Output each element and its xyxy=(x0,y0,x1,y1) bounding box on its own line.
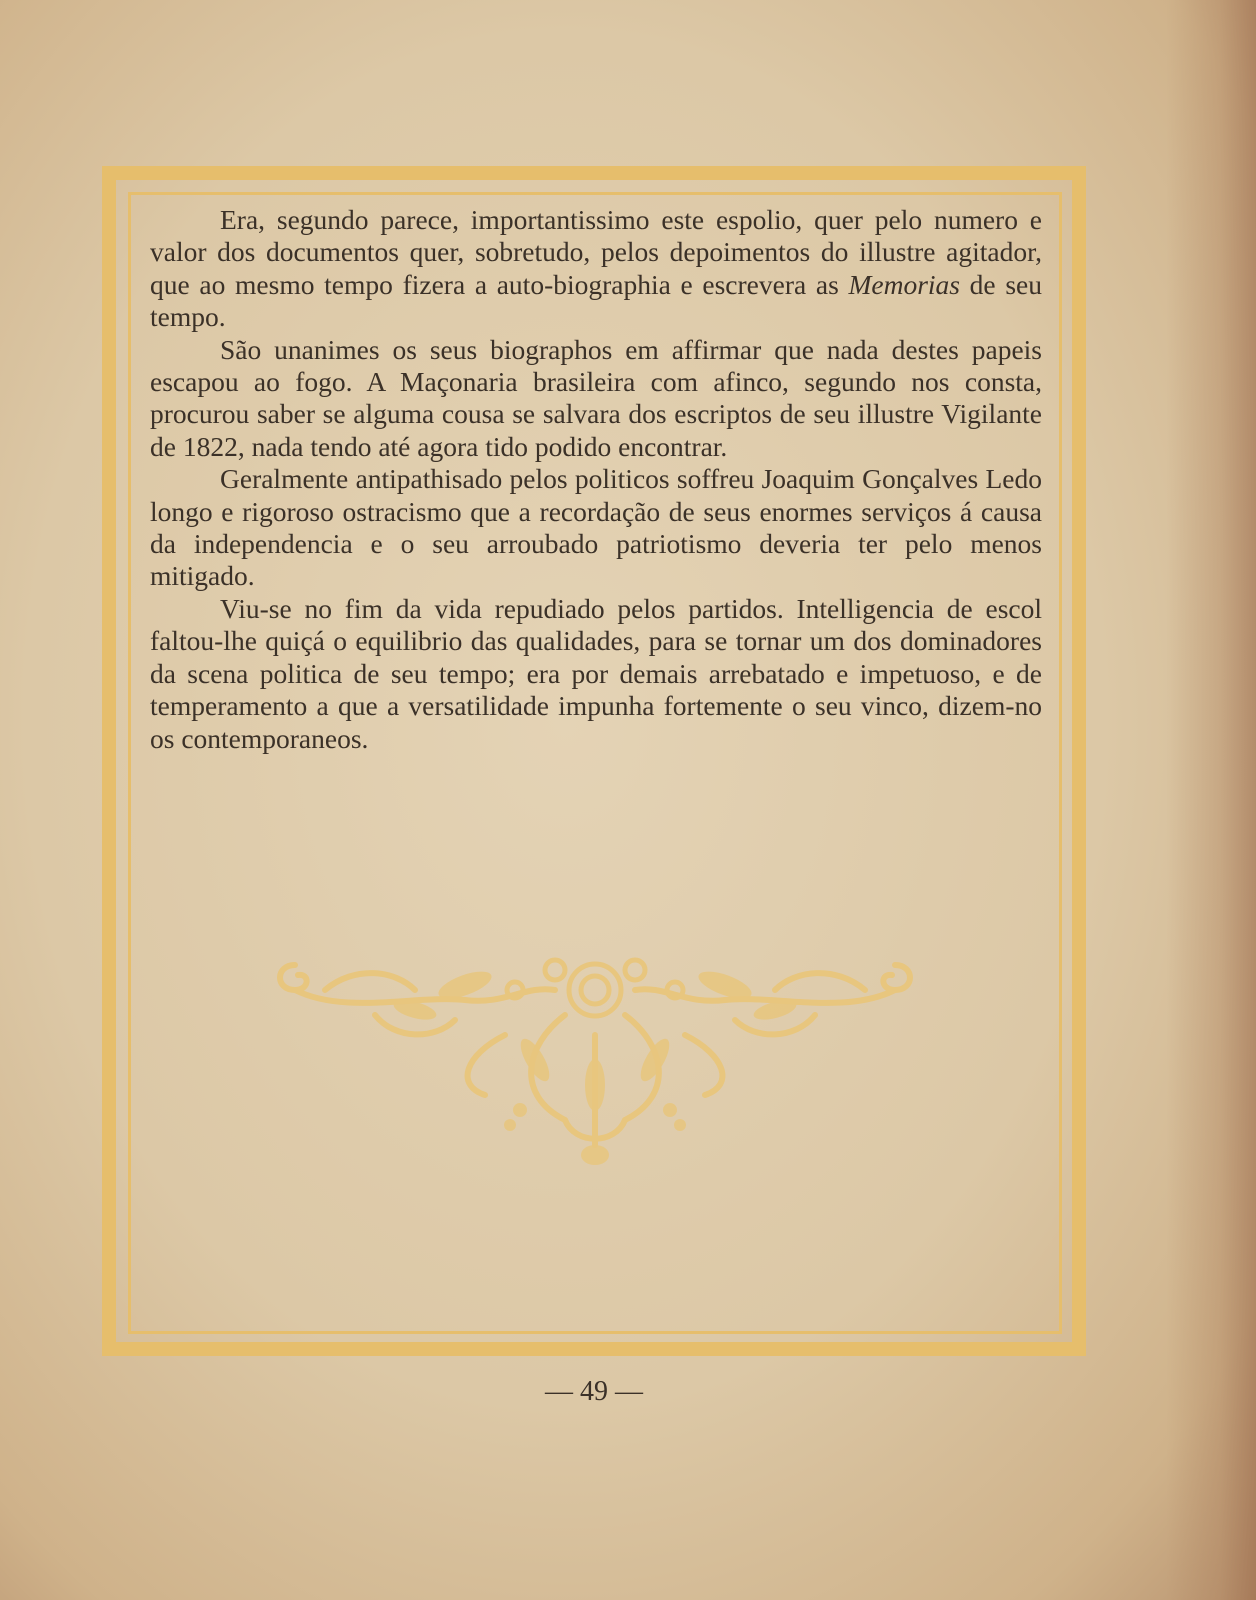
page-number: — 49 — xyxy=(545,1376,643,1407)
body-text xyxy=(150,204,1042,755)
paragraph-1-text-start: Era, segundo parece, importantissimo este espolio, quer pelo numero e valor dos documentos quer, sobretudo, pelos depoimentos do illustre agitador, que ao mesmo tempo fizera a auto-biographia e escrevera as xyxy=(150,204,1042,300)
paragraph-1 xyxy=(150,204,1042,334)
paragraph-4: Viu-se no fim da vida repudiado pelos partidos. Intelligencia de escol faltou-lhe quiçá o equilibrio das qualidades, para se tornar um dos dominadores da scena politica de seu tempo; era por demais arrebatado e impetuoso, e de temperamento a que a versatilidade impunha fortemente o seu vinco, dizem-no os contemporaneos. xyxy=(150,592,1042,754)
paragraph-1-text-end: de seu tempo. xyxy=(150,268,1042,333)
memorias-emphasis: Memorias xyxy=(848,268,960,300)
page-shadow-edge xyxy=(1166,0,1256,1600)
paragraph-2: São unanimes os seus biographos em affirmar que nada destes papeis escapou ao fogo. A Maçonaria brasileira com afinco, segundo nos consta, procurou saber se alguma cousa se salvara dos escriptos de seu illustre Vigilante de 1822, nada tendo até agora tido podido encontrar. xyxy=(150,333,1042,462)
floral-ornament-icon xyxy=(265,945,925,1175)
paragraph-3: Geralmente antipathisado pelos politicos soffreu Joaquim Gonçalves Ledo longo e rigoroso ostracismo que a recordação de seus enormes serviços á causa da independencia e o seu arroubado patriotismo deveria ter pelo menos mitigado. xyxy=(150,463,1042,592)
